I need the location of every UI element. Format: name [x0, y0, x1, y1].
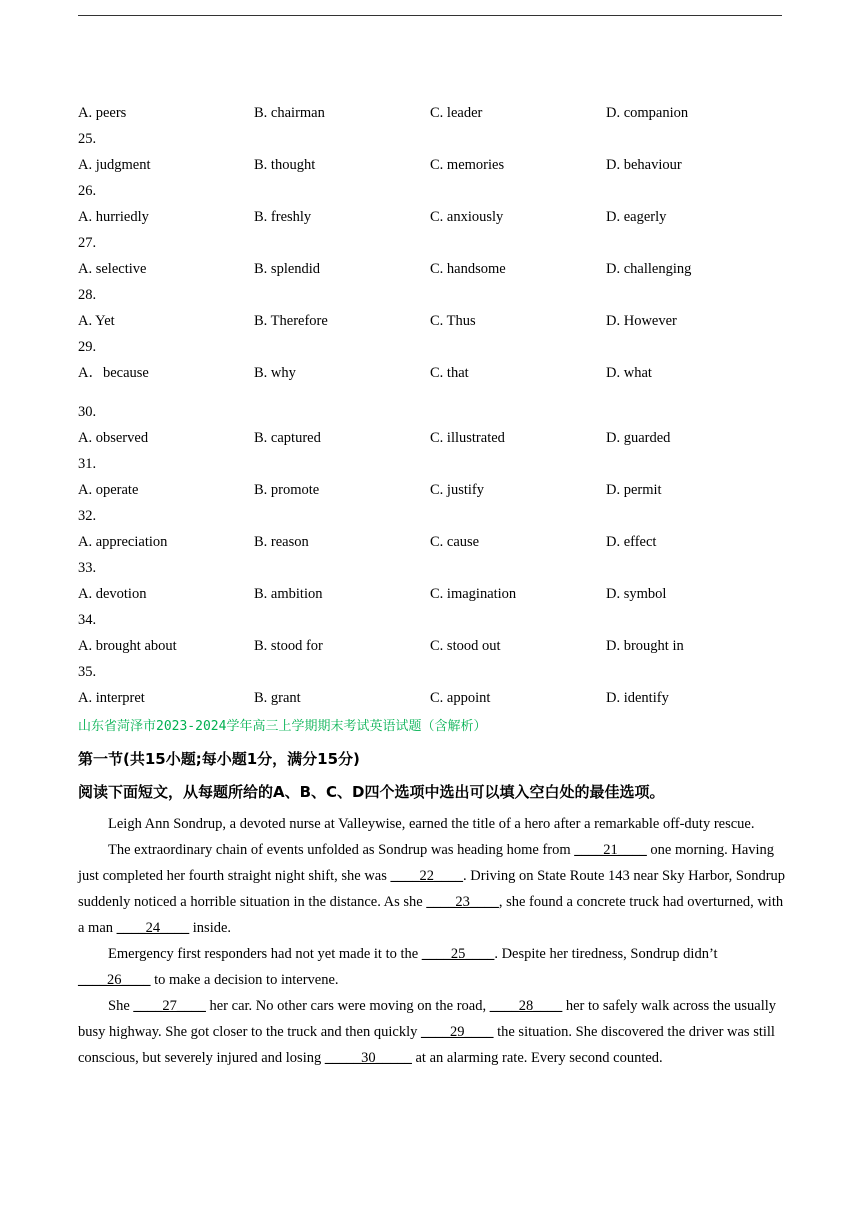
option-d: D. permit [606, 482, 662, 498]
option-d: D. behaviour [606, 157, 682, 173]
option-c: C. imagination [430, 586, 517, 602]
option-row [78, 256, 782, 282]
option-d: D. what [606, 365, 652, 381]
option-a: A. Yet [78, 313, 115, 329]
option-a: A. devotion [78, 586, 147, 602]
blank-25: ____25____ [421, 946, 495, 962]
option-d: D. eagerly [606, 209, 667, 225]
option-row [78, 425, 782, 451]
passage-text: one morning. Having just completed her fourth straight night shift, she was [78, 842, 775, 884]
paragraph [78, 837, 790, 941]
question-number: 35. [78, 664, 97, 680]
option-c: C. handsome [430, 261, 506, 277]
option-b: B. grant [254, 690, 301, 706]
passage-text: to make a decision to intervene. [150, 972, 339, 988]
option-d: D. guarded [606, 430, 671, 446]
blank-28: ____28____ [489, 998, 563, 1014]
blank-21: ____21____ [574, 842, 647, 858]
option-c: C. justify [430, 482, 484, 498]
option-row [78, 204, 782, 230]
question-number: 28. [78, 287, 97, 303]
option-b: B. captured [254, 430, 321, 446]
passage-text: at an alarming rate. Every second counted. [411, 1050, 663, 1066]
option-d: D. However [606, 313, 677, 329]
option-a: A. interpret [78, 690, 145, 706]
option-row [78, 529, 782, 555]
option-a: A．because [78, 365, 149, 381]
blank-22: ____22____ [390, 868, 464, 884]
blank-26: ____26____ [78, 972, 151, 988]
paragraph [78, 941, 790, 993]
question-number: 33. [78, 560, 97, 576]
passage-text: Emergency first responders had not yet made it to the [108, 946, 422, 962]
option-c: C. appoint [430, 690, 491, 706]
options-list [78, 100, 782, 711]
option-d: D. identify [606, 690, 669, 706]
blank-29: ____29____ [420, 1024, 494, 1040]
blank-27: ____27____ [133, 998, 206, 1014]
option-row [78, 581, 782, 607]
option-c: C. Thus [430, 313, 476, 329]
question-number: 34. [78, 612, 97, 628]
blank-23: ____23____ [426, 894, 499, 910]
section-title: 第一节(共15小题;每小题1分，满分15分) [78, 750, 360, 768]
blank-30: _____30_____ [324, 1050, 412, 1066]
option-row [78, 100, 782, 126]
question-number: 31. [78, 456, 97, 472]
option-c: C. that [430, 365, 469, 381]
option-row [78, 360, 782, 399]
header-rule [78, 15, 782, 16]
question-number: 27. [78, 235, 97, 251]
passage-text: her to safely walk across the usually busy highway. She got closer to the truck and then quickly [78, 998, 777, 1040]
option-b: B. freshly [254, 209, 312, 225]
option-c: C. leader [430, 105, 483, 121]
passage-text: . Despite her tiredness, Sondrup didn’t [494, 946, 718, 962]
question-number: 26. [78, 183, 97, 199]
passage-text: the situation. She discovered the driver was still conscious, but severely injured and losing [78, 1024, 775, 1066]
source-title: 山东省菏泽市2023-2024学年高三上学期期末考试英语试题（含解析） [78, 719, 487, 734]
option-b: B. splendid [254, 261, 321, 277]
question-number: 25. [78, 131, 97, 147]
option-row [78, 633, 782, 659]
option-a: A. peers [78, 105, 127, 121]
question-number: 29. [78, 339, 97, 355]
option-a: A. selective [78, 261, 147, 277]
option-c: C. illustrated [430, 430, 505, 446]
option-b: B. reason [254, 534, 309, 550]
paragraph [78, 811, 790, 837]
passage-text: She [108, 998, 134, 1014]
question-number: 30. [78, 404, 97, 420]
passage-text: her car. No other cars were moving on the road, [205, 998, 490, 1014]
option-c: C. memories [430, 157, 505, 173]
option-b: B. thought [254, 157, 316, 173]
option-b: B. stood for [254, 638, 323, 654]
passage-text: . Driving on State Route 143 near Sky Harbor, Sondrup suddenly noticed a horrible situation in the distance. As she [78, 868, 786, 910]
passage-text: The extraordinary chain of events unfolded as Sondrup was heading home from [108, 842, 575, 858]
option-a: A. hurriedly [78, 209, 149, 225]
option-b: B. promote [254, 482, 320, 498]
option-d: D. brought in [606, 638, 684, 654]
option-d: D. challenging [606, 261, 692, 277]
option-d: D. symbol [606, 586, 667, 602]
option-row [78, 685, 782, 711]
question-number: 32. [78, 508, 97, 524]
instruction-text: 阅读下面短文，从每题所给的A、B、C、D四个选项中选出可以填入空白处的最佳选项。 [78, 783, 665, 801]
passage-text: inside. [189, 920, 232, 936]
option-row [78, 477, 782, 503]
option-c: C. anxiously [430, 209, 504, 225]
option-d: D. companion [606, 105, 689, 121]
option-d: D. effect [606, 534, 657, 550]
option-a: A. judgment [78, 157, 151, 173]
option-b: B. why [254, 365, 296, 381]
passage-text: , she found a concrete truck had overturned, with a man [78, 894, 784, 936]
option-b: B. chairman [254, 105, 325, 121]
option-c: C. cause [430, 534, 480, 550]
paragraph [78, 993, 790, 1071]
option-b: B. Therefore [254, 313, 328, 329]
reading-passage [78, 811, 790, 1071]
option-row [78, 308, 782, 334]
blank-24: ____24____ [116, 920, 190, 936]
option-a: A. operate [78, 482, 139, 498]
option-b: B. ambition [254, 586, 323, 602]
option-c: C. stood out [430, 638, 501, 654]
option-row [78, 152, 782, 178]
option-a: A. brought about [78, 638, 177, 654]
option-a: A. observed [78, 430, 149, 446]
option-a: A. appreciation [78, 534, 168, 550]
passage-text: Leigh Ann Sondrup, a devoted nurse at Valleywise, earned the title of a hero after a remarkable off-duty rescue. [108, 816, 755, 832]
